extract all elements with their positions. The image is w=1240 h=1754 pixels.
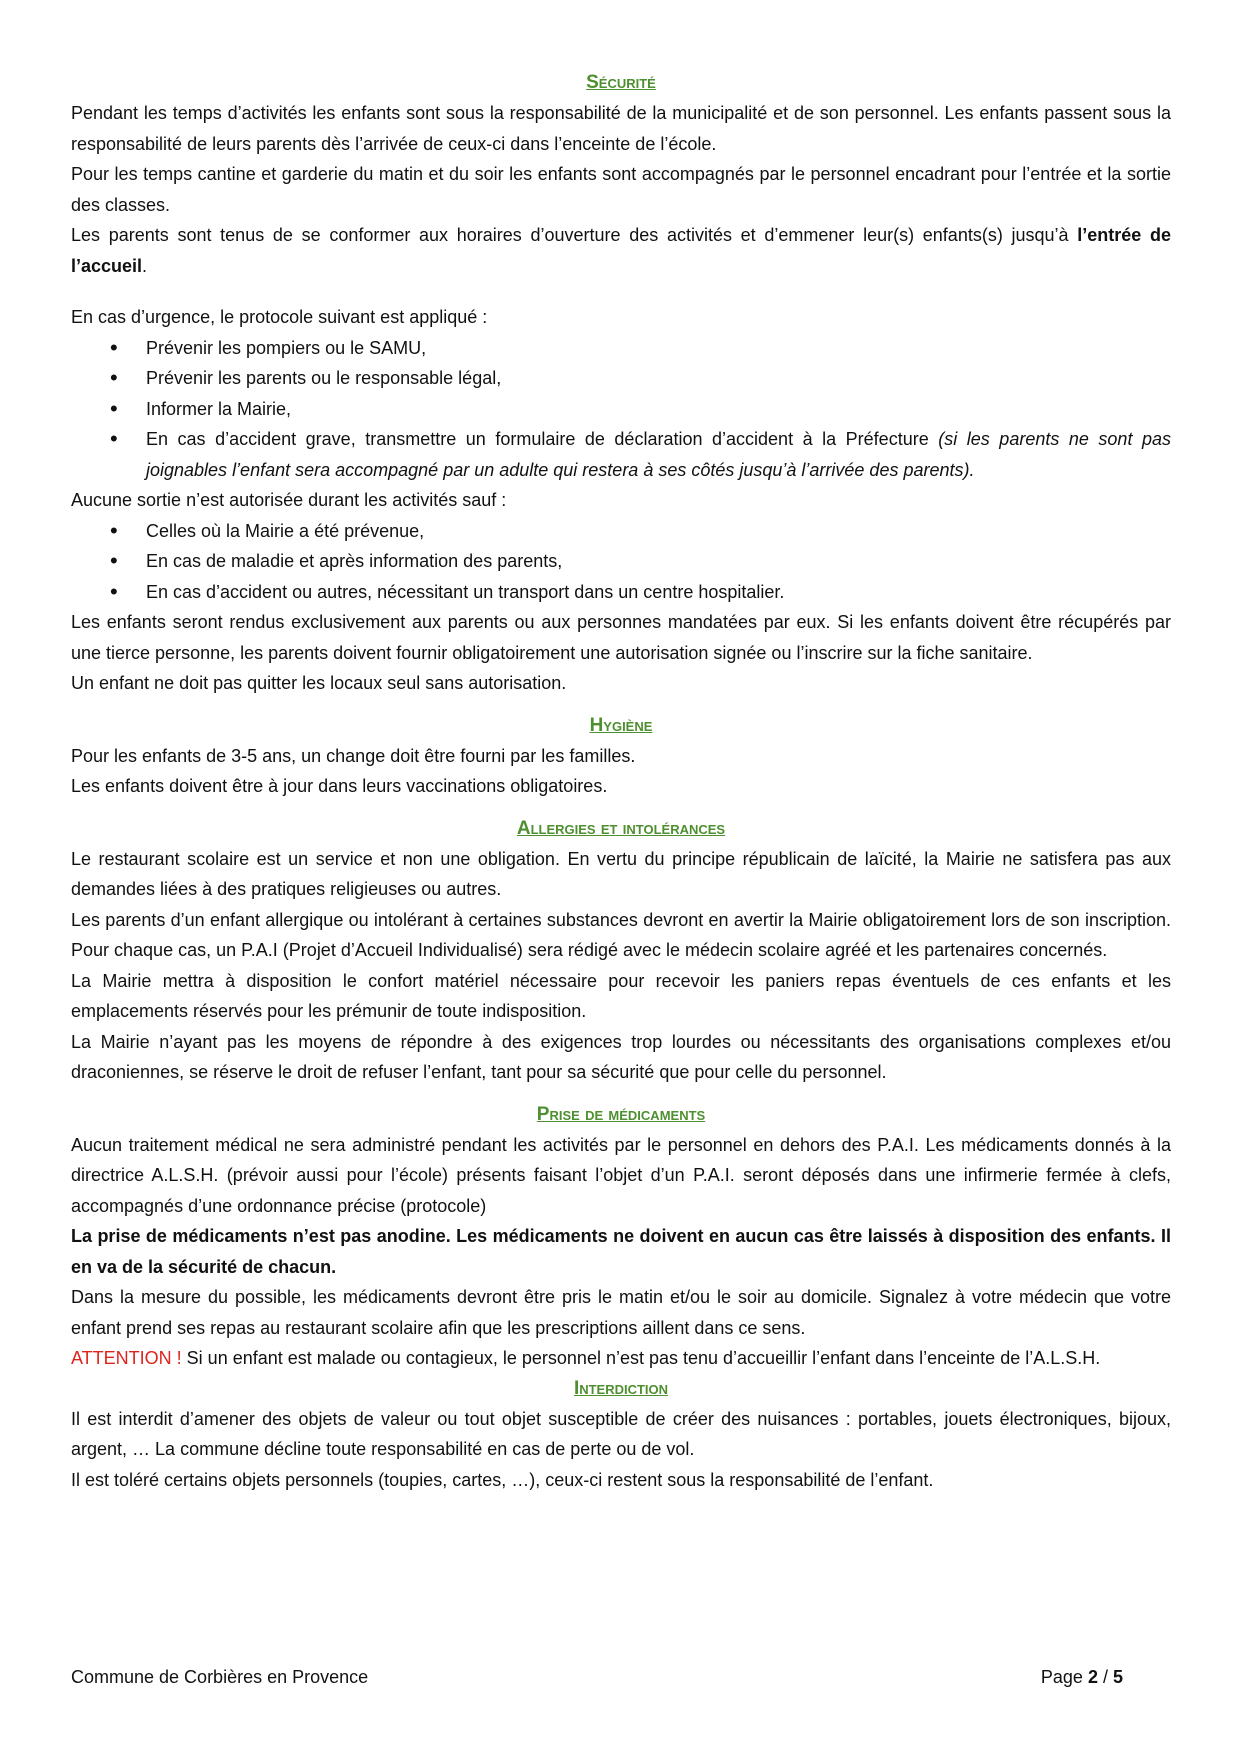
list-item: • En cas d’accident grave, transmettre un formulaire de déclaration d’accident à la Préfecture (si les parents ne sont pas joignables l’enfant sera accompagné par un adulte qui restera à ses côtés jusqu’à l’arrivée des parents). — [71, 424, 1171, 485]
paragraph: Dans la mesure du possible, les médicaments devront être pris le matin et/ou le soir au domicile. Signalez à votre médecin que votre enfant prend ses repas au restaurant scolaire afin que les prescriptions aillent dans ce sens. — [71, 1287, 1171, 1338]
paragraph: Il est toléré certains objets personnels (toupies, cartes, …), ceux-ci restent sous la responsabilité de l’enfant. — [71, 1469, 934, 1490]
page-number: Page 2 / 5 — [1040, 1667, 1123, 1687]
section-title-allergies: Allergies et intolérances — [516, 817, 726, 839]
list-item: • En cas de maladie et après information des parents, — [71, 546, 1171, 577]
footer-commune: Commune de Corbières en Provence — [71, 1667, 369, 1687]
urgence-list — [71, 333, 1171, 486]
document-page — [71, 68, 1171, 1495]
paragraph: Pour les temps cantine et garderie du matin et du soir les enfants sont accompagnés par le personnel encadrant pour l’entrée et la sortie des classes. — [71, 164, 1171, 215]
paragraph: ATTENTION ! Si un enfant est malade ou contagieux, le personnel n’est pas tenu d’accueillir l’enfant dans l’enceinte de l’A.L.S.H. — [71, 1348, 1101, 1368]
paragraph: Les parents d’un enfant allergique ou intolérant à certaines substances devront en avertir la Mairie obligatoirement lors de son inscription. Pour chaque cas, un P.A.I (Projet d’Accueil Individualisé) sera rédigé avec le médecin scolaire agréé et les partenaires concernés. — [71, 909, 1171, 960]
attention-label: ATTENTION ! — [71, 1348, 182, 1368]
warning-paragraph: La prise de médicaments n’est pas anodine. Les médicaments ne doivent en aucun cas être laissés à disposition des enfants. Il en va de la sécurité de chacun. — [71, 1226, 1171, 1277]
paragraph: Il est interdit d’amener des objets de valeur ou tout objet susceptible de créer des nuisances : portables, jouets électroniques, bijoux, argent, … La commune décline toute responsabilité en cas de perte ou de vol. — [71, 1408, 1171, 1459]
paragraph: Les enfants doivent être à jour dans leurs vaccinations obligatoires. — [71, 776, 608, 796]
sortie-list — [71, 516, 1171, 608]
paragraph: Les enfants seront rendus exclusivement aux parents ou aux personnes mandatées par eux. Si les enfants doivent être récupérés par une tierce personne, les parents doivent fournir obligatoirement une autorisation signée ou l’inscrire sur la fiche sanitaire. — [71, 612, 1171, 663]
list-item: • En cas d’accident ou autres, nécessitant un transport dans un centre hospitalier. — [71, 577, 1171, 608]
page-footer — [71, 1662, 1123, 1693]
list-item: • Informer la Mairie, — [71, 394, 1171, 425]
paragraph: Aucune sortie n’est autorisée durant les activités sauf : — [71, 490, 507, 510]
section-title-medicaments: Prise de médicaments — [536, 1103, 706, 1125]
paragraph: Le restaurant scolaire est un service et non une obligation. En vertu du principe républicain de laïcité, la Mairie ne satisfera pas aux demandes liées à des pratiques religieuses ou autres. — [71, 848, 1171, 899]
paragraph: Un enfant ne doit pas quitter les locaux seul sans autorisation. — [71, 673, 567, 693]
list-item: • Prévenir les parents ou le responsable légal, — [71, 363, 1171, 394]
bold-text: l’entrée de l’accueil — [71, 225, 1171, 276]
section-title-hygiene: Hygiène — [589, 714, 653, 736]
list-item: • Celles où la Mairie a été prévenue, — [71, 516, 1171, 547]
list-item: • Prévenir les pompiers ou le SAMU, — [71, 333, 1171, 364]
paragraph: Les parents sont tenus de se conformer aux horaires d’ouverture des activités et d’emmener leur(s) enfants(s) jusqu’à l’entrée de l’accueil. — [71, 225, 1171, 276]
paragraph: Pendant les temps d’activités les enfants sont sous la responsabilité de la municipalité et de son personnel. Les enfants passent sous la responsabilité de leurs parents dès l’arrivée de ceux-ci dans l’enceinte de l’école. — [71, 103, 1171, 154]
section-title-interdiction: Interdiction — [573, 1377, 669, 1399]
paragraph: La Mairie mettra à disposition le confort matériel nécessaire pour recevoir les paniers repas éventuels de ces enfants et les emplacements réservés pour les prémunir de toute indisposition. — [71, 970, 1171, 1021]
italic-note: (si les parents ne sont pas joignables l’enfant sera accompagné par un adulte qui restera à ses côtés jusqu’à l’arrivée des parents). — [146, 429, 1171, 480]
paragraph: Pour les enfants de 3-5 ans, un change doit être fourni par les familles. — [71, 745, 636, 766]
paragraph: La Mairie n’ayant pas les moyens de répondre à des exigences trop lourdes ou nécessitants des organisations complexes et/ou draconiennes, se réserve le droit de refuser l’enfant, tant pour sa sécurité que pour celle du personnel. — [71, 1031, 1171, 1082]
section-title-securite: Sécurité — [586, 72, 656, 93]
paragraph: En cas d’urgence, le protocole suivant est appliqué : — [71, 307, 488, 327]
paragraph: Aucun traitement médical ne sera administré pendant les activités par le personnel en dehors des P.A.I. Les médicaments donnés à la directrice A.L.S.H. (prévoir aussi pour l’école) présents faisant l’objet d’un P.A.I. seront déposés dans une infirmerie fermée à clefs, accompagnés d’une ordonnance précise (protocole) — [71, 1134, 1171, 1216]
